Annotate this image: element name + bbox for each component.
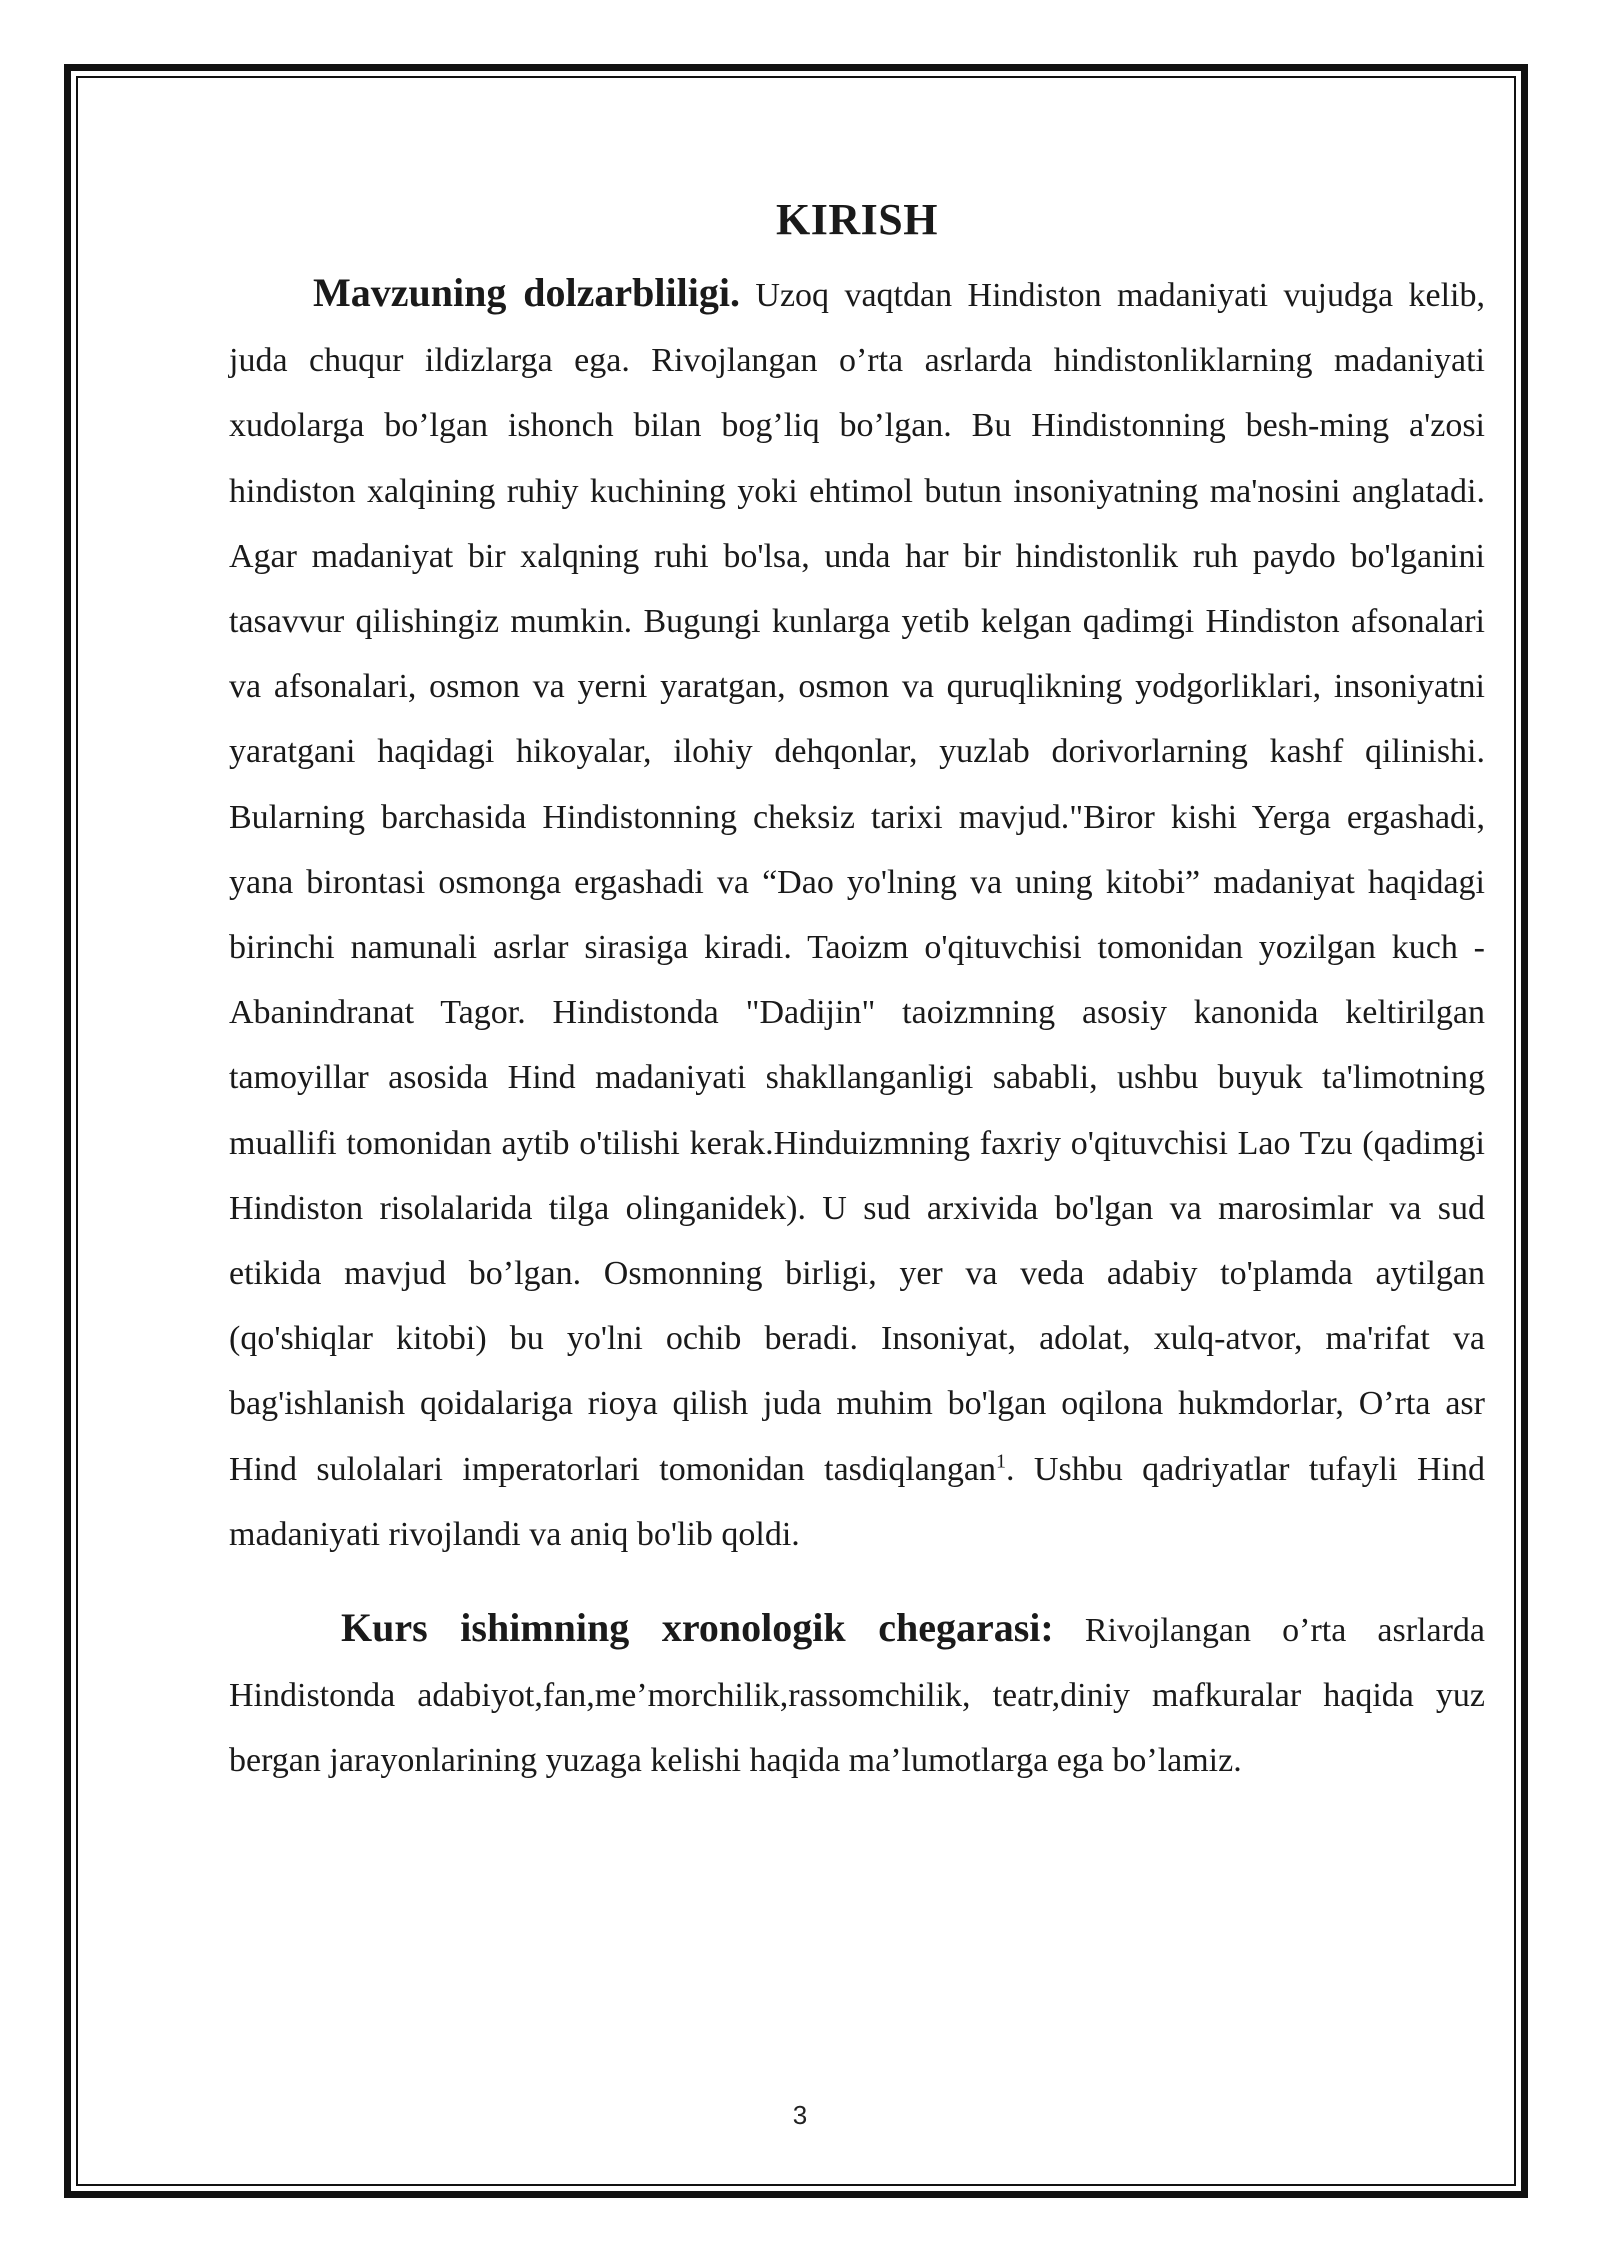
relevance-text: Uzoq vaqtdan Hindiston madaniyati vujudga kelib, juda chuqur ildizlarga ega. Rivojlangan o’rta asrlarda hindistonliklarning madaniyati xudolarga bo’lgan ishonch bilan bog’liq bo’lgan. Bu Hindistonning besh-ming a'zosi hindiston xalqining ruhiy kuchining yoki ehtimol butun insoniyatning ma'nosini anglatadi. Agar madaniyat bir xalqning ruhi bo'lsa, unda har bir hindistonlik ruh paydo bo'lganini tasavvur qilishingiz mumkin. Bugungi kunlarga yetib kelgan qadimgi Hindiston afsonalari va afsonalari, osmon va yerni yaratgan, osmon va quruqlikning yodgorliklari, insoniyatni yaratgani haqidagi hikoyalar, ilohiy dehqonlar, yuzlab dorivorlarning kashf qilinishi. Bularning barchasida Hindistonning cheksiz tarixi mavjud."Biror kishi Yerga ergashadi, yana birontasi osmonga ergashadi va “Dao yo'lning va uning kitobi” madaniyat haqidagi birinchi namunali asrlar sirasiga kiradi. Taoizm o'qituvchisi tomonidan yozilgan kuch - Abanindranat Tagor. Hindistonda "Dadijin" taoizmning asosiy kanonida keltirilgan tamoyillar asosida Hind madaniyati shakllanganligi sababli, ushbu buyuk ta'limotning muallifi tomonidan aytib o'tilishi kerak.Hinduizmning faxriy o'qituvchisi Lao Tzu (qadimgi Hindiston risolalarida tilga olinganidek). U sud arxivida bo'lgan va marosimlar va sud etikida mavjud bo’lgan. Osmonning birligi, yer va veda adabiy to'plamda aytilgan (qo'shiqlar kitobi) bu yo'lni ochib beradi. Insoniyat, adolat, xulq-atvor, ma'rifat va bag'ishlanish qoidalariga rioya qilish juda muhim bo'lgan oqilona hukmdorlar, O’rta asr Hind sulolalari imperatorlari tomonidan tasdiqlangan — [229, 277, 1485, 1488]
page-number: 3 — [792, 2100, 808, 2130]
relevance-heading: Mavzuning dolzarbliligi. — [313, 270, 740, 315]
chronology-heading: Kurs ishimning xronologik chegarasi: — [341, 1605, 1054, 1651]
footnote-marker[interactable]: 1 — [995, 1450, 1006, 1473]
chronology-text: Rivojlangan o’rta asrlarda Hindistonda adabiyot,fan,me’morchilik,rassomchilik, teatr,diniy mafkuralar haqida yuz bergan jarayonlarining yuzaga kelishi haqida ma’lumotlarga ega bo’lamiz. — [229, 1612, 1485, 1780]
relevance-text-end: . Ushbu qadriyatlar tufayli Hind madaniyati rivojlandi va aniq bo'lib qoldi. — [229, 1450, 1485, 1553]
document-title: KIRISH — [776, 195, 938, 244]
paragraph-relevance — [229, 260, 1485, 1567]
paragraph-chronology — [229, 1595, 1485, 1794]
document-body — [229, 190, 1485, 1794]
